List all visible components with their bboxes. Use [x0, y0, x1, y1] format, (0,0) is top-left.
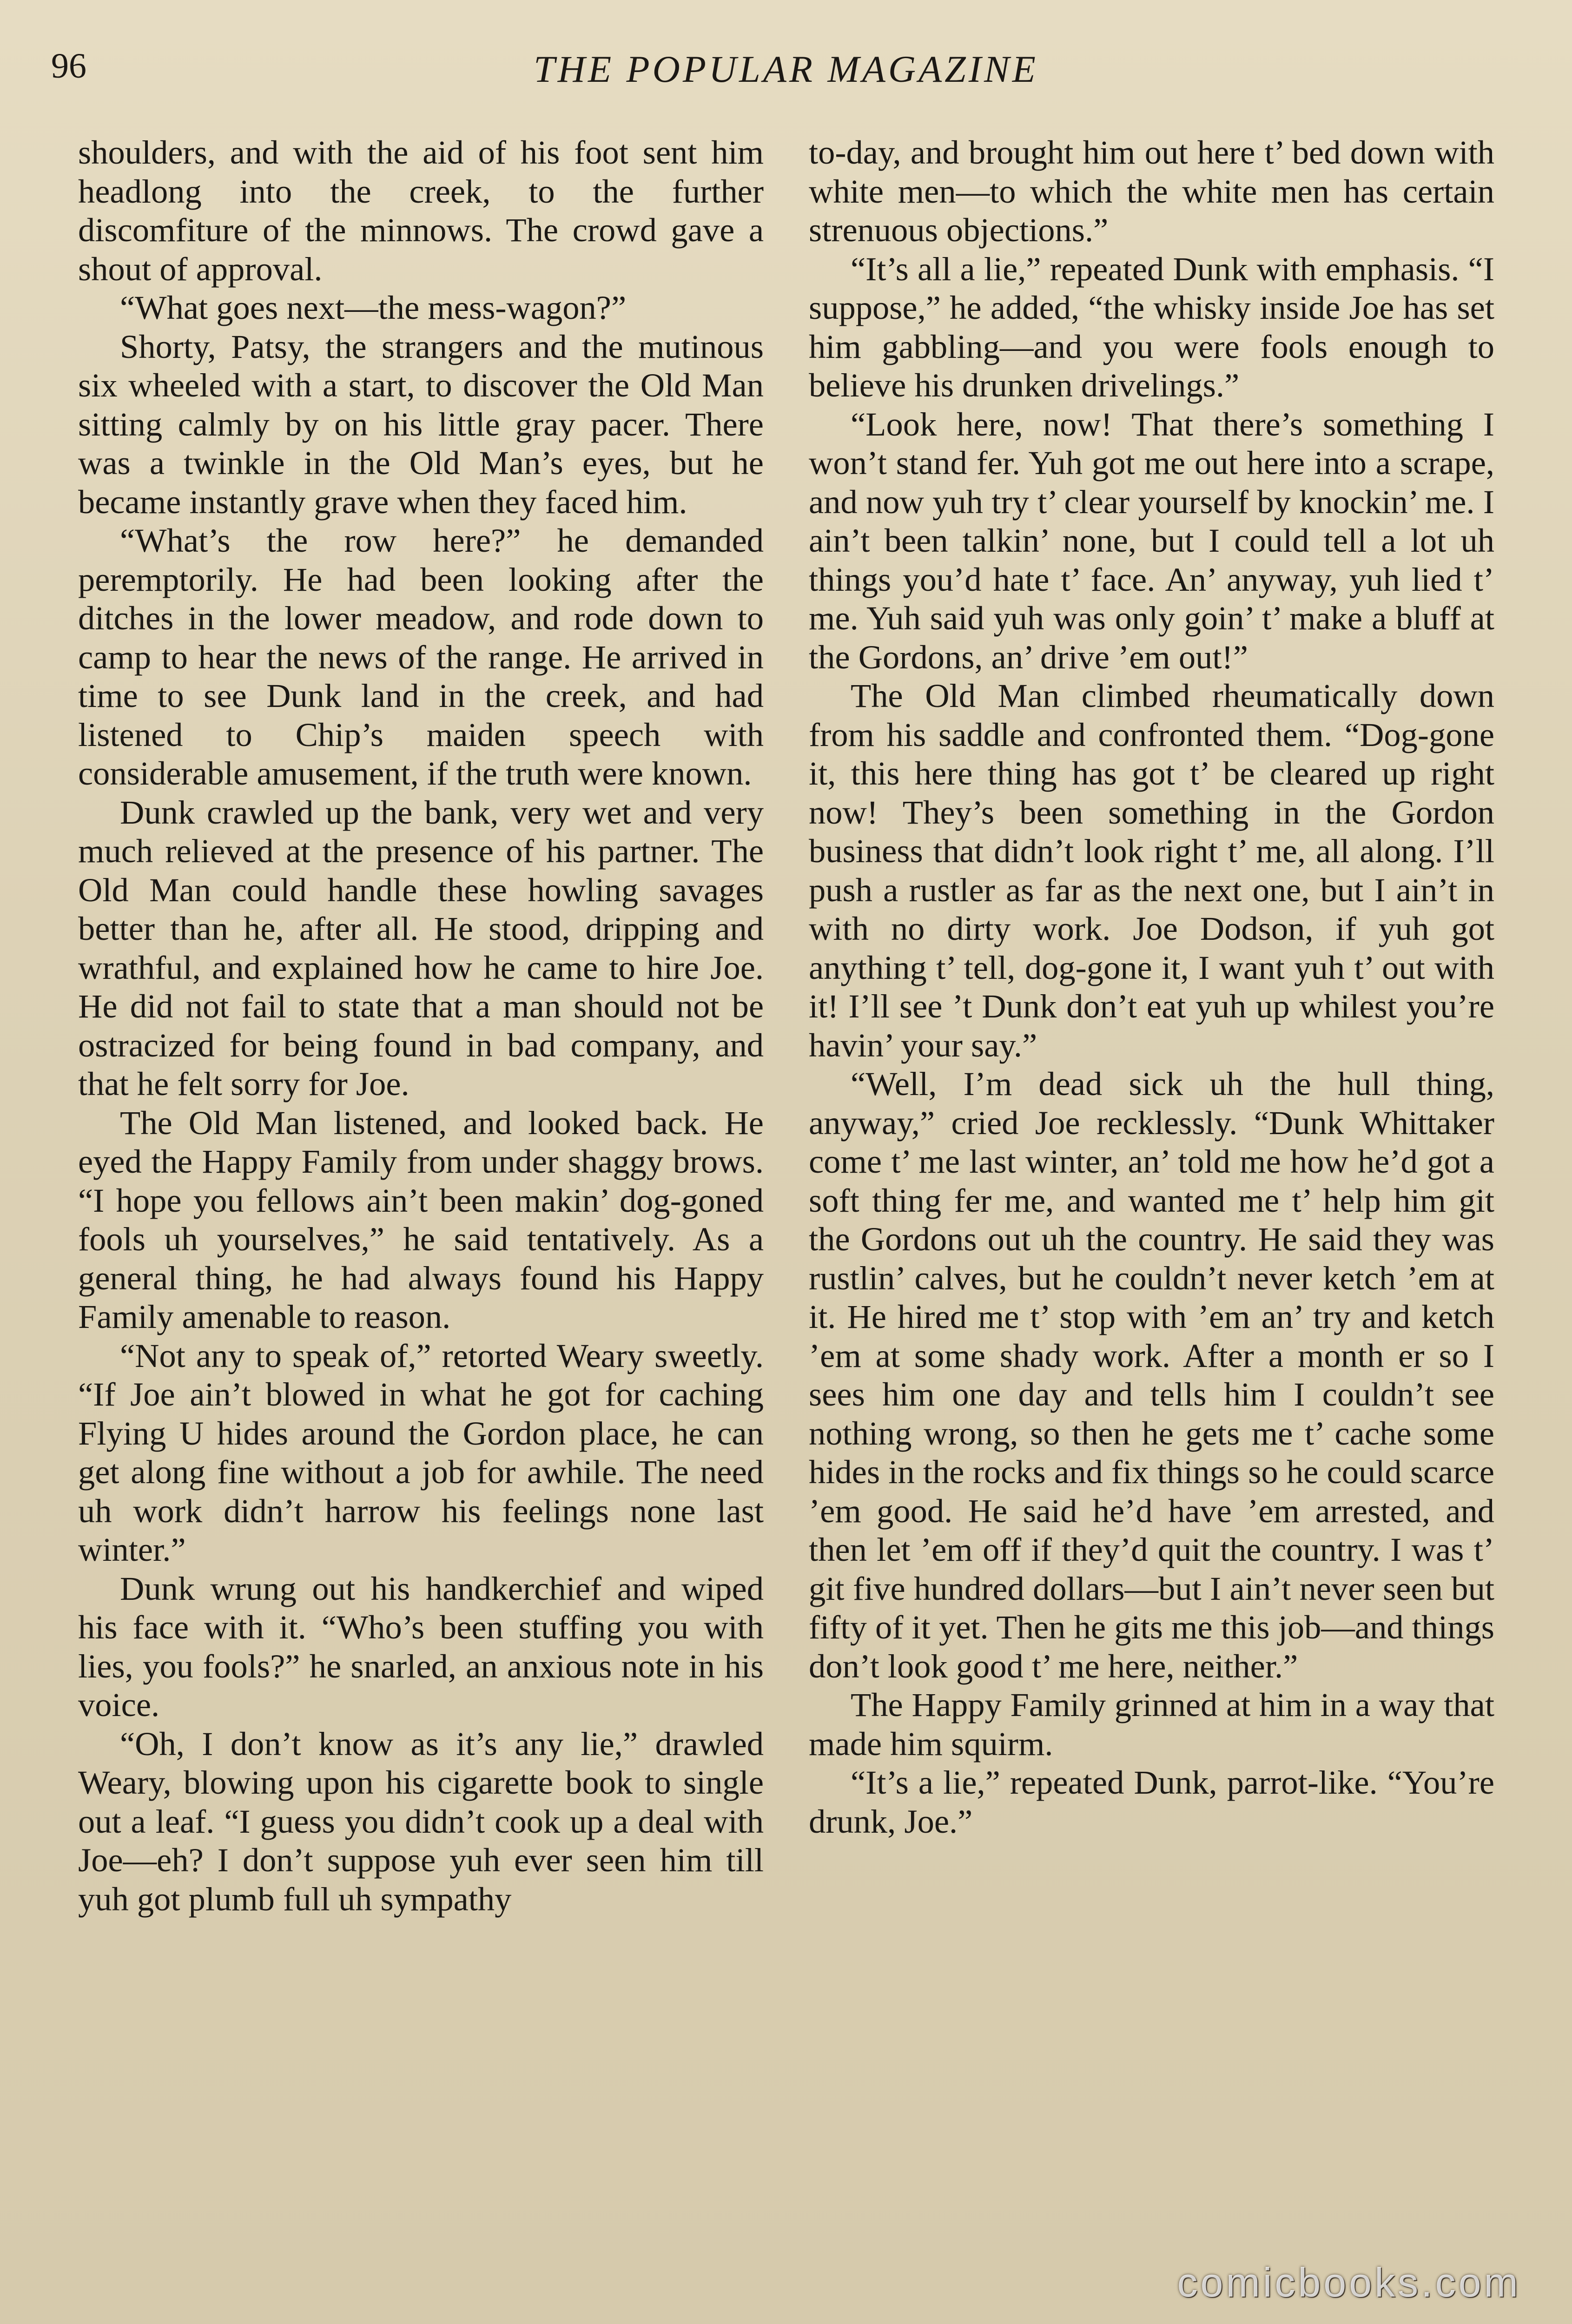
page-number: 96 — [51, 46, 86, 86]
left-column — [78, 133, 764, 1918]
paragraph: The Old Man listened, and looked back. He eyed the Happy Family from under shaggy brows. “I hope you fellows ain’t been makin’ dog-goned fools uh yourselves,” he said tentatively. As a general thing, he had always found his Happy Family amenable to reason. — [78, 1103, 764, 1335]
watermark: comicbooks.com — [1177, 2259, 1521, 2305]
running-head: THE POPULAR MAGAZINE — [534, 48, 1038, 90]
paragraph: to-day, and brought him out here t’ bed down with white men—to which the white men has certain strenuous objections.” — [809, 133, 1494, 249]
paragraph: “It’s all a lie,” repeated Dunk with emphasis. “I suppose,” he added, “the whisky inside Joe has set him gabbling—and you were fools enough to believe his drunken drivelings.” — [809, 250, 1494, 404]
right-column — [809, 133, 1494, 1841]
paragraph: “Not any to speak of,” retorted Weary sweetly. “If Joe ain’t blowed in what he got for caching Flying U hides around the Gordon place, he can get along fine without a job for awhile. The need uh work didn’t harrow his feelings none last winter.” — [78, 1336, 764, 1568]
paragraph: “Well, I’m dead sick uh the hull thing, anyway,” cried Joe recklessly. “Dunk Whittaker come t’ me last winter, an’ told me how he’d got a soft thing fer me, and wanted me t’ help him git the Gordons out uh the country. He said they was rustlin’ calves, but he couldn’t never ketch ’em at it. He hired me t’ stop with ’em an’ try and ketch ’em at some shady work. After a month er so I sees him one day and tells him I couldn’t see nothing wrong, so then he gets me t’ cache some hides in the rocks and fix things so he could scarce ’em good. He said he’d have ’em arrested, and then let ’em off if they’d quit the country. I was t’ git five hundred dollars—but I ain’t never seen but fifty of it yet. Then he gits me this job—and things don’t look good t’ me here, neither.” — [809, 1065, 1494, 1685]
paragraph: Dunk crawled up the bank, very wet and very much relieved at the presence of his partner. The Old Man could handle these howling savages better than he, after all. He stood, dripping and wrathful, and explained how he came to hire Joe. He did not fail to state that a man should not be ostracized for being found in bad company, and that he felt sorry for Joe. — [78, 793, 764, 1103]
paragraph: “What’s the row here?” he demanded peremptorily. He had been looking after the ditches in the lower meadow, and rode down to camp to hear the news of the range. He arrived in time to see Dunk land in the creek, and had listened to Chip’s maiden speech with considerable amusement, if the truth were known. — [78, 522, 764, 792]
paragraph: Dunk wrung out his handkerchief and wiped his face with it. “Who’s been stuffing you with lies, you fools?” he snarled, an anxious note in his voice. — [78, 1569, 764, 1723]
paragraph: “Look here, now! That there’s something I won’t stand fer. Yuh got me out here into a scrape, and now yuh try t’ clear yourself by knockin’ me. I ain’t been talkin’ none, but I could tell a lot uh things you’d hate t’ face. An’ anyway, yuh lied t’ me. Yuh said yuh was only goin’ t’ make a bluff at the Gordons, an’ drive ’em out!” — [809, 405, 1494, 676]
paragraph: shoulders, and with the aid of his foot sent him headlong into the creek, to the further discomfiture of the minnows. The crowd gave a shout of approval. — [78, 133, 764, 288]
paragraph: Shorty, Patsy, the strangers and the mutinous six wheeled with a start, to discover the Old Man sitting calmly by on his little gray pacer. There was a twinkle in the Old Man’s eyes, but he became instantly grave when they faced him. — [78, 327, 764, 521]
paragraph: “It’s a lie,” repeated Dunk, parrot-like. “You’re drunk, Joe.” — [809, 1763, 1494, 1840]
paragraph: “Oh, I don’t know as it’s any lie,” drawled Weary, blowing upon his cigarette book to single out a leaf. “I guess you didn’t cook up a deal with Joe—eh? I don’t suppose yuh ever seen him till yuh got plumb full uh sympathy — [78, 1724, 764, 1918]
paragraph: The Old Man climbed rheumatically down from his saddle and confronted them. “Dog-gone it, this here thing has got t’ be cleared up right now! They’s been something in the Gordon business that didn’t look right t’ me, all along. I’ll push a rustler as far as the next one, but I ain’t in with no dirty work. Joe Dodson, if yuh got anything t’ tell, dog-gone it, I want yuh t’ out with it! I’ll see ’t Dunk don’t eat yuh up whilest you’re havin’ your say.” — [809, 677, 1494, 1064]
paragraph: “What goes next—the mess-wagon?” — [120, 289, 627, 326]
paragraph: The Happy Family grinned at him in a way that made him squirm. — [809, 1686, 1494, 1763]
